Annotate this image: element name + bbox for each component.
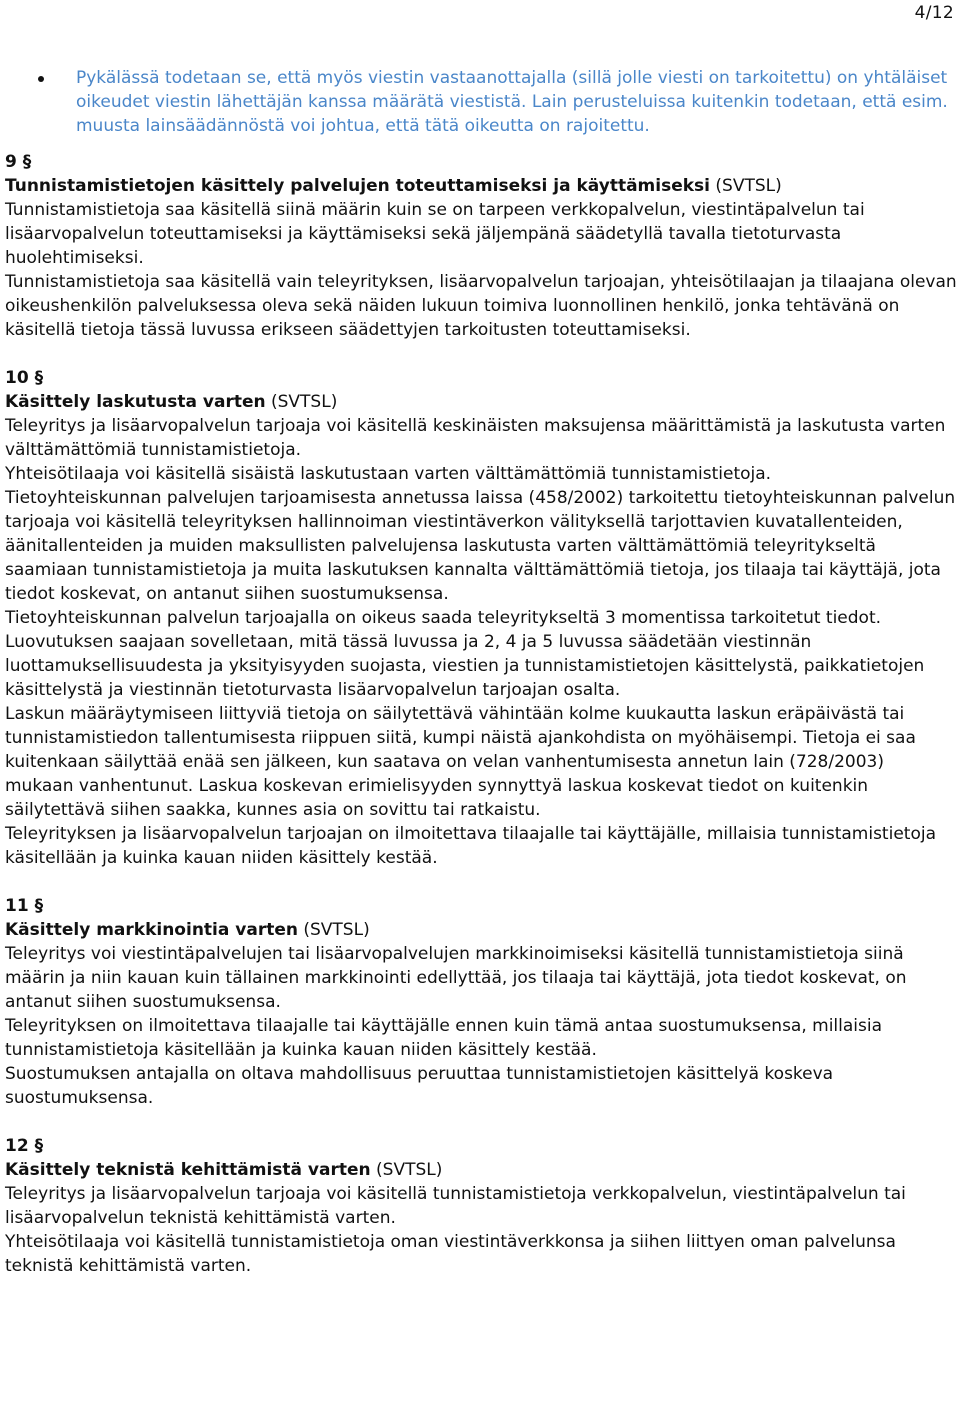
paragraph: Teleyritys ja lisäarvopalvelun tarjoaja voi käsitellä tunnistamistietoja verkkopalvelun, viestintäpalvelun tai lisäarvopalvelun teknistä kehittämistä varten. [5, 1184, 906, 1228]
section-title [5, 918, 957, 942]
paragraph: Teleyrityksen on ilmoitettava tilaajalle tai käyttäjälle ennen kuin tämä antaa suostumuksensa, millaisia tunnistamistietoja käsitellään ja kuinka kauan niiden käsittely kestää. [5, 1016, 883, 1060]
bullet-text: Pykälässä todetaan se, että myös viestin vastaanottajalla (sillä jolle viesti on tarkoitettu) on yhtäläiset oikeudet viestin lähettäjän kanssa määrätä viestistä. Lain perusteluissa kuitenkin todetaan, että esim. muusta lainsäädännöstä voi johtua, että tätä oikeutta on rajoitettu. [76, 68, 948, 136]
paragraph: Tunnistamistietoja saa käsitellä vain teleyrityksen, lisäarvopalvelun tarjoajan, yhteisötilaajan ja tilaajana olevan oikeushenkilön palveluksessa oleva sekä näiden lukuun toimiva luonnollinen henkilö, jonka tehtävänä on käsitellä tietoja tässä luvussa erikseen säädettyjen tarkoitusten toteuttamiseksi. [5, 272, 957, 340]
page-number: 4/12 [914, 3, 954, 23]
section-tag: (SVTSL) [303, 920, 370, 940]
section-number: 9 § [5, 152, 32, 172]
paragraph: Teleyrityksen ja lisäarvopalvelun tarjoajan on ilmoitettava tilaajalle tai käyttäjälle, millaisia tunnistamistietoja käsitellään ja kuinka kauan niiden käsittely kestää. [5, 824, 936, 868]
section-number: 12 § [5, 1136, 44, 1156]
paragraph: Suostumuksen antajalla on oltava mahdollisuus peruuttaa tunnistamistietojen käsittelyä koskeva suostumuksensa. [5, 1064, 834, 1108]
section-12 [5, 1134, 957, 1278]
section-title [5, 1158, 957, 1182]
paragraph: Laskun määräytymiseen liittyviä tietoja on säilytettävä vähintään kolme kuukautta laskun eräpäivästä tai tunnistamistiedon tallentumisesta riippuen siitä, kumpi näistä ajankohdista on myöhäisempi. Tietoja ei saa kuitenkaan säilyttää enää sen jälkeen, kun saatava on velan vanhentumisesta annetun lain (728/2003) mukaan vanhentunut. Laskua koskevan erimielisyyden synnyttyä laskua koskevat tiedot on kuitenkin säilytettävä siihen saakka, kunnes asia on sovittu tai ratkaistu. [5, 704, 916, 820]
section-9 [5, 150, 957, 342]
section-title-text: Käsittely teknistä kehittämistä varten [5, 1160, 371, 1180]
paragraph: Yhteisötilaaja voi käsitellä sisäistä laskutustaan varten välttämättömiä tunnistamistietoja. [5, 464, 772, 484]
bullet-item [5, 66, 957, 138]
section-number: 10 § [5, 368, 44, 388]
section-title-text: Käsittely laskutusta varten [5, 392, 266, 412]
paragraph: Tunnistamistietoja saa käsitellä siinä määrin kuin se on tarpeen verkkopalvelun, viestintäpalvelun tai lisäarvopalvelun toteuttamiseksi ja käyttämiseksi sekä jäljempänä säädetyllä tavalla tietoturvasta huolehtimiseksi. [5, 200, 865, 268]
section-tag: (SVTSL) [715, 176, 782, 196]
paragraph: Yhteisötilaaja voi käsitellä tunnistamistietoja oman viestintäverkkonsa ja siihen liittyen oman palvelunsa teknistä kehittämistä varten. [5, 1232, 896, 1276]
paragraph: Tietoyhteiskunnan palvelun tarjoajalla on oikeus saada teleyritykseltä 3 momentissa tarkoitetut tiedot. Luovutuksen saajaan sovelletaan, mitä tässä luvussa ja 2, 4 ja 5 luvussa säädetään viestinnän luottamuksellisuudesta ja yksityisyyden suojasta, viestien ja tunnistamistietojen käsittelystä, paikkatietojen käsittelystä ja viestinnän tietoturvasta lisäarvopalvelun tarjoajan osalta. [5, 608, 925, 700]
section-tag: (SVTSL) [271, 392, 338, 412]
section-title [5, 174, 957, 198]
section-11 [5, 894, 957, 1110]
bullet-dot-icon [38, 76, 44, 82]
section-title-text: Käsittely markkinointia varten [5, 920, 298, 940]
paragraph: Teleyritys voi viestintäpalvelujen tai lisäarvopalvelujen markkinoimiseksi käsitellä tunnistamistietoja siinä määrin ja niin kauan kuin tällainen markkinointi edellyttää, jos tilaaja tai käyttäjä, jota tiedot koskevat, on antanut siihen suostumuksensa. [5, 944, 907, 1012]
section-10 [5, 366, 957, 870]
section-tag: (SVTSL) [376, 1160, 443, 1180]
section-number: 11 § [5, 896, 44, 916]
section-title-text: Tunnistamistietojen käsittely palvelujen toteuttamiseksi ja käyttämiseksi [5, 176, 710, 196]
section-title [5, 390, 957, 414]
document-body [5, 66, 957, 1302]
paragraph: Teleyritys ja lisäarvopalvelun tarjoaja voi käsitellä keskinäisten maksujensa määrittämistä ja laskutusta varten välttämättömiä tunnistamistietoja. [5, 416, 946, 460]
paragraph: Tietoyhteiskunnan palvelujen tarjoamisesta annetussa laissa (458/2002) tarkoitettu tietoyhteiskunnan palvelun tarjoaja voi käsitellä teleyrityksen hallinnoiman viestintäverkon välityksellä tarjottavien kuvatallenteiden, äänitallenteiden ja muiden maksullisten palvelujensa laskutusta varten välttämättömiä teleyritykseltä saamiaan tunnistamistietoja ja muita laskutuksen kannalta välttämättömiä tietoja, jos tilaaja tai käyttäjä, jota tiedot koskevat, on antanut siihen suostumuksensa. [5, 488, 956, 604]
